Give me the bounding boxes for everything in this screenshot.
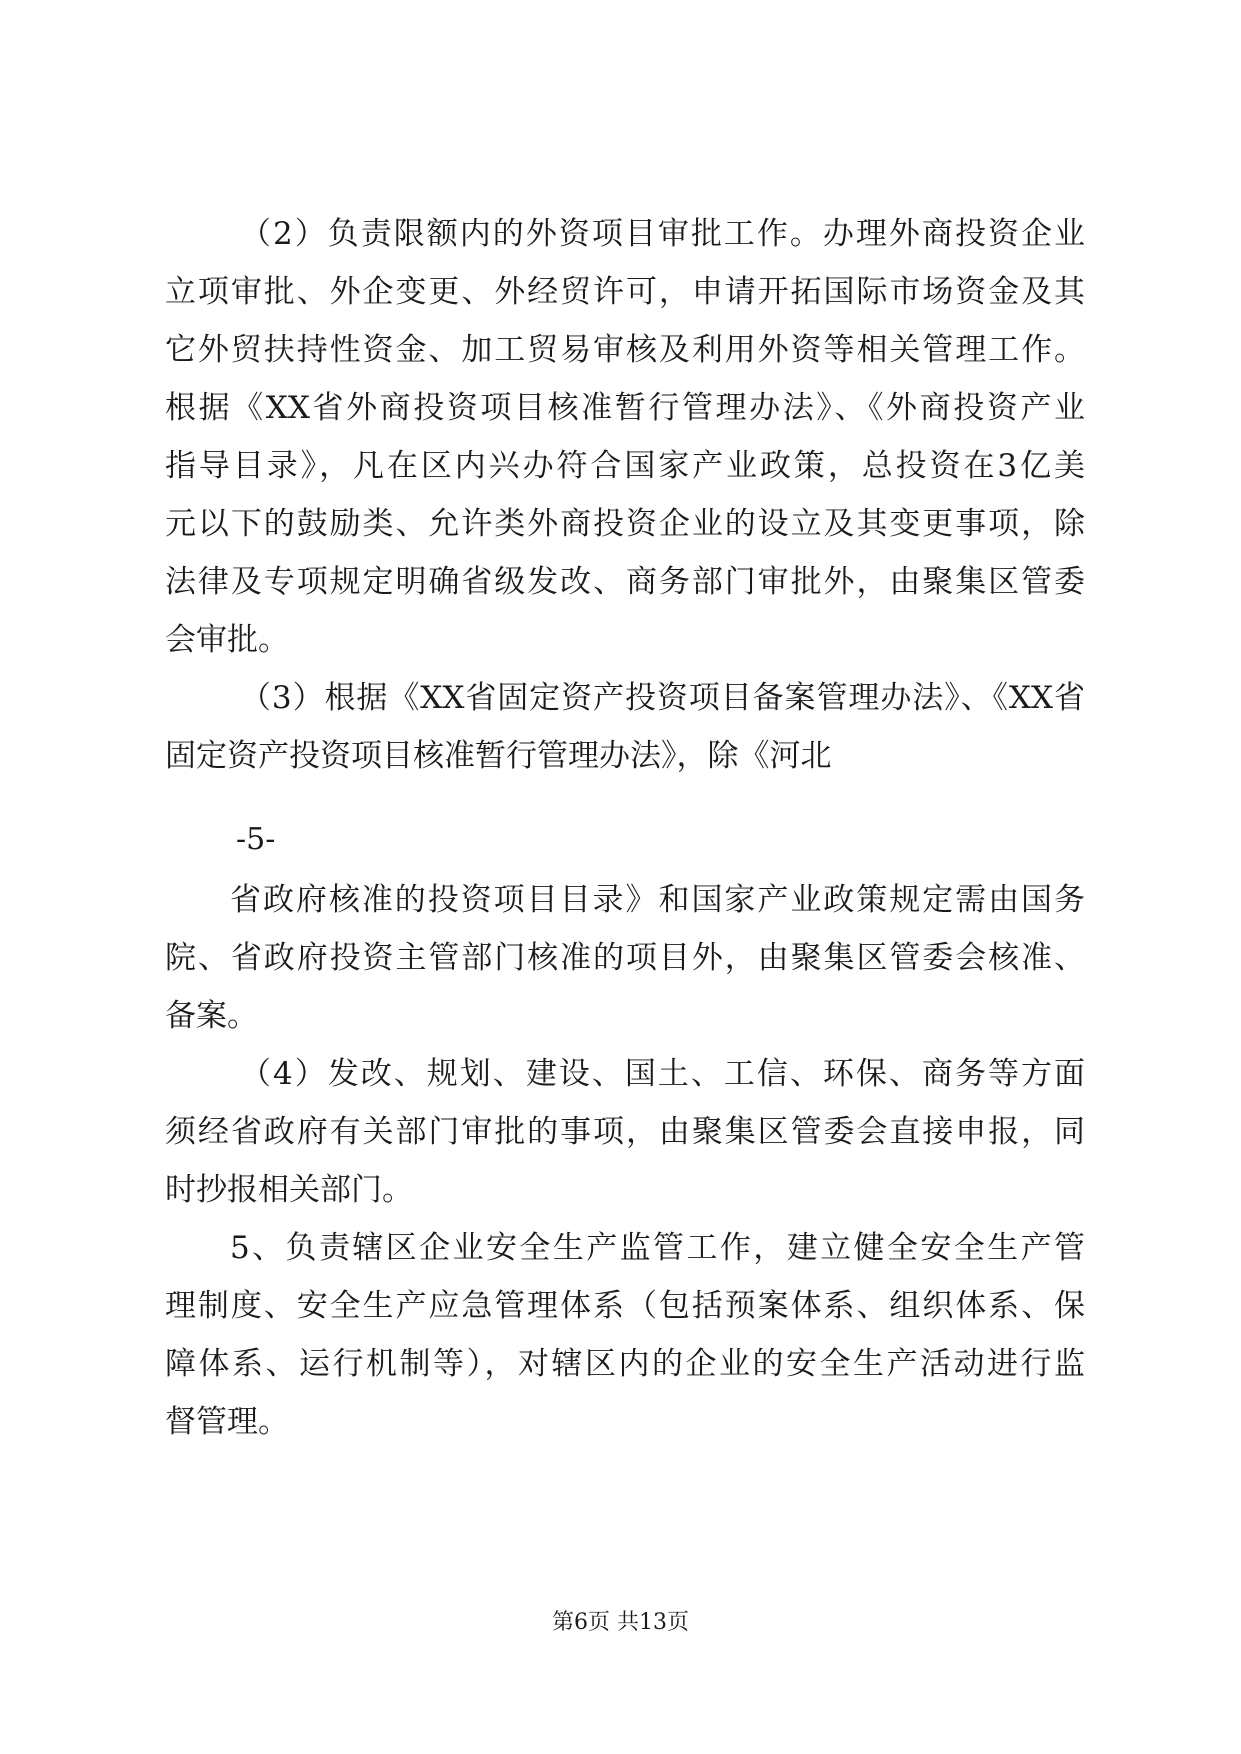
- paragraph-line: 5、负责辖区企业安全生产监管工作，建立健全安全生产管: [230, 1230, 1085, 1266]
- paragraph-line: 它外贸扶持性资金、加工贸易审核及利用外资等相关管理工作。: [165, 332, 1085, 368]
- paragraph-line: 根据《XX省外商投资项目核准暂行管理办法》、《外商投资产业: [165, 390, 1085, 426]
- paragraph-line: 院、省政府投资主管部门核准的项目外，由聚集区管委会核准、: [165, 940, 1085, 976]
- paragraph-line: 时抄报相关部门。: [165, 1172, 413, 1208]
- inline-page-number: -5-: [236, 822, 276, 857]
- paragraph-line: （2）负责限额内的外资项目审批工作。办理外商投资企业: [240, 216, 1085, 252]
- paragraph-line: 须经省政府有关部门审批的事项，由聚集区管委会直接申报，同: [165, 1114, 1085, 1150]
- paragraph-line: 理制度、安全生产应急管理体系（包括预案体系、组织体系、保: [165, 1288, 1085, 1324]
- paragraph-line: 法律及专项规定明确省级发改、商务部门审批外，由聚集区管委: [165, 564, 1085, 600]
- paragraph-line: 省政府核准的投资项目目录》和国家产业政策规定需由国务: [230, 882, 1085, 918]
- paragraph-line: 备案。: [165, 998, 258, 1034]
- paragraph-line: 督管理。: [165, 1404, 289, 1440]
- page-footer: 第6页 共13页: [552, 1610, 689, 1635]
- paragraph-line: 元以下的鼓励类、允许类外商投资企业的设立及其变更事项，除: [165, 506, 1085, 542]
- paragraph-line: 障体系、运行机制等），对辖区内的企业的安全生产活动进行监: [165, 1346, 1085, 1382]
- paragraph-line: 立项审批、外企变更、外经贸许可，申请开拓国际市场资金及其: [165, 274, 1085, 310]
- paragraph-line: 固定资产投资项目核准暂行管理办法》，除《河北: [165, 738, 832, 774]
- paragraph-line: 会审批。: [165, 622, 289, 658]
- paragraph-line: （4）发改、规划、建设、国土、工信、环保、商务等方面: [240, 1056, 1085, 1092]
- paragraph-line: 指导目录》，凡在区内兴办符合国家产业政策，总投资在3亿美: [165, 448, 1085, 484]
- paragraph-line: （3）根据《XX省固定资产投资项目备案管理办法》、《XX省: [240, 680, 1085, 716]
